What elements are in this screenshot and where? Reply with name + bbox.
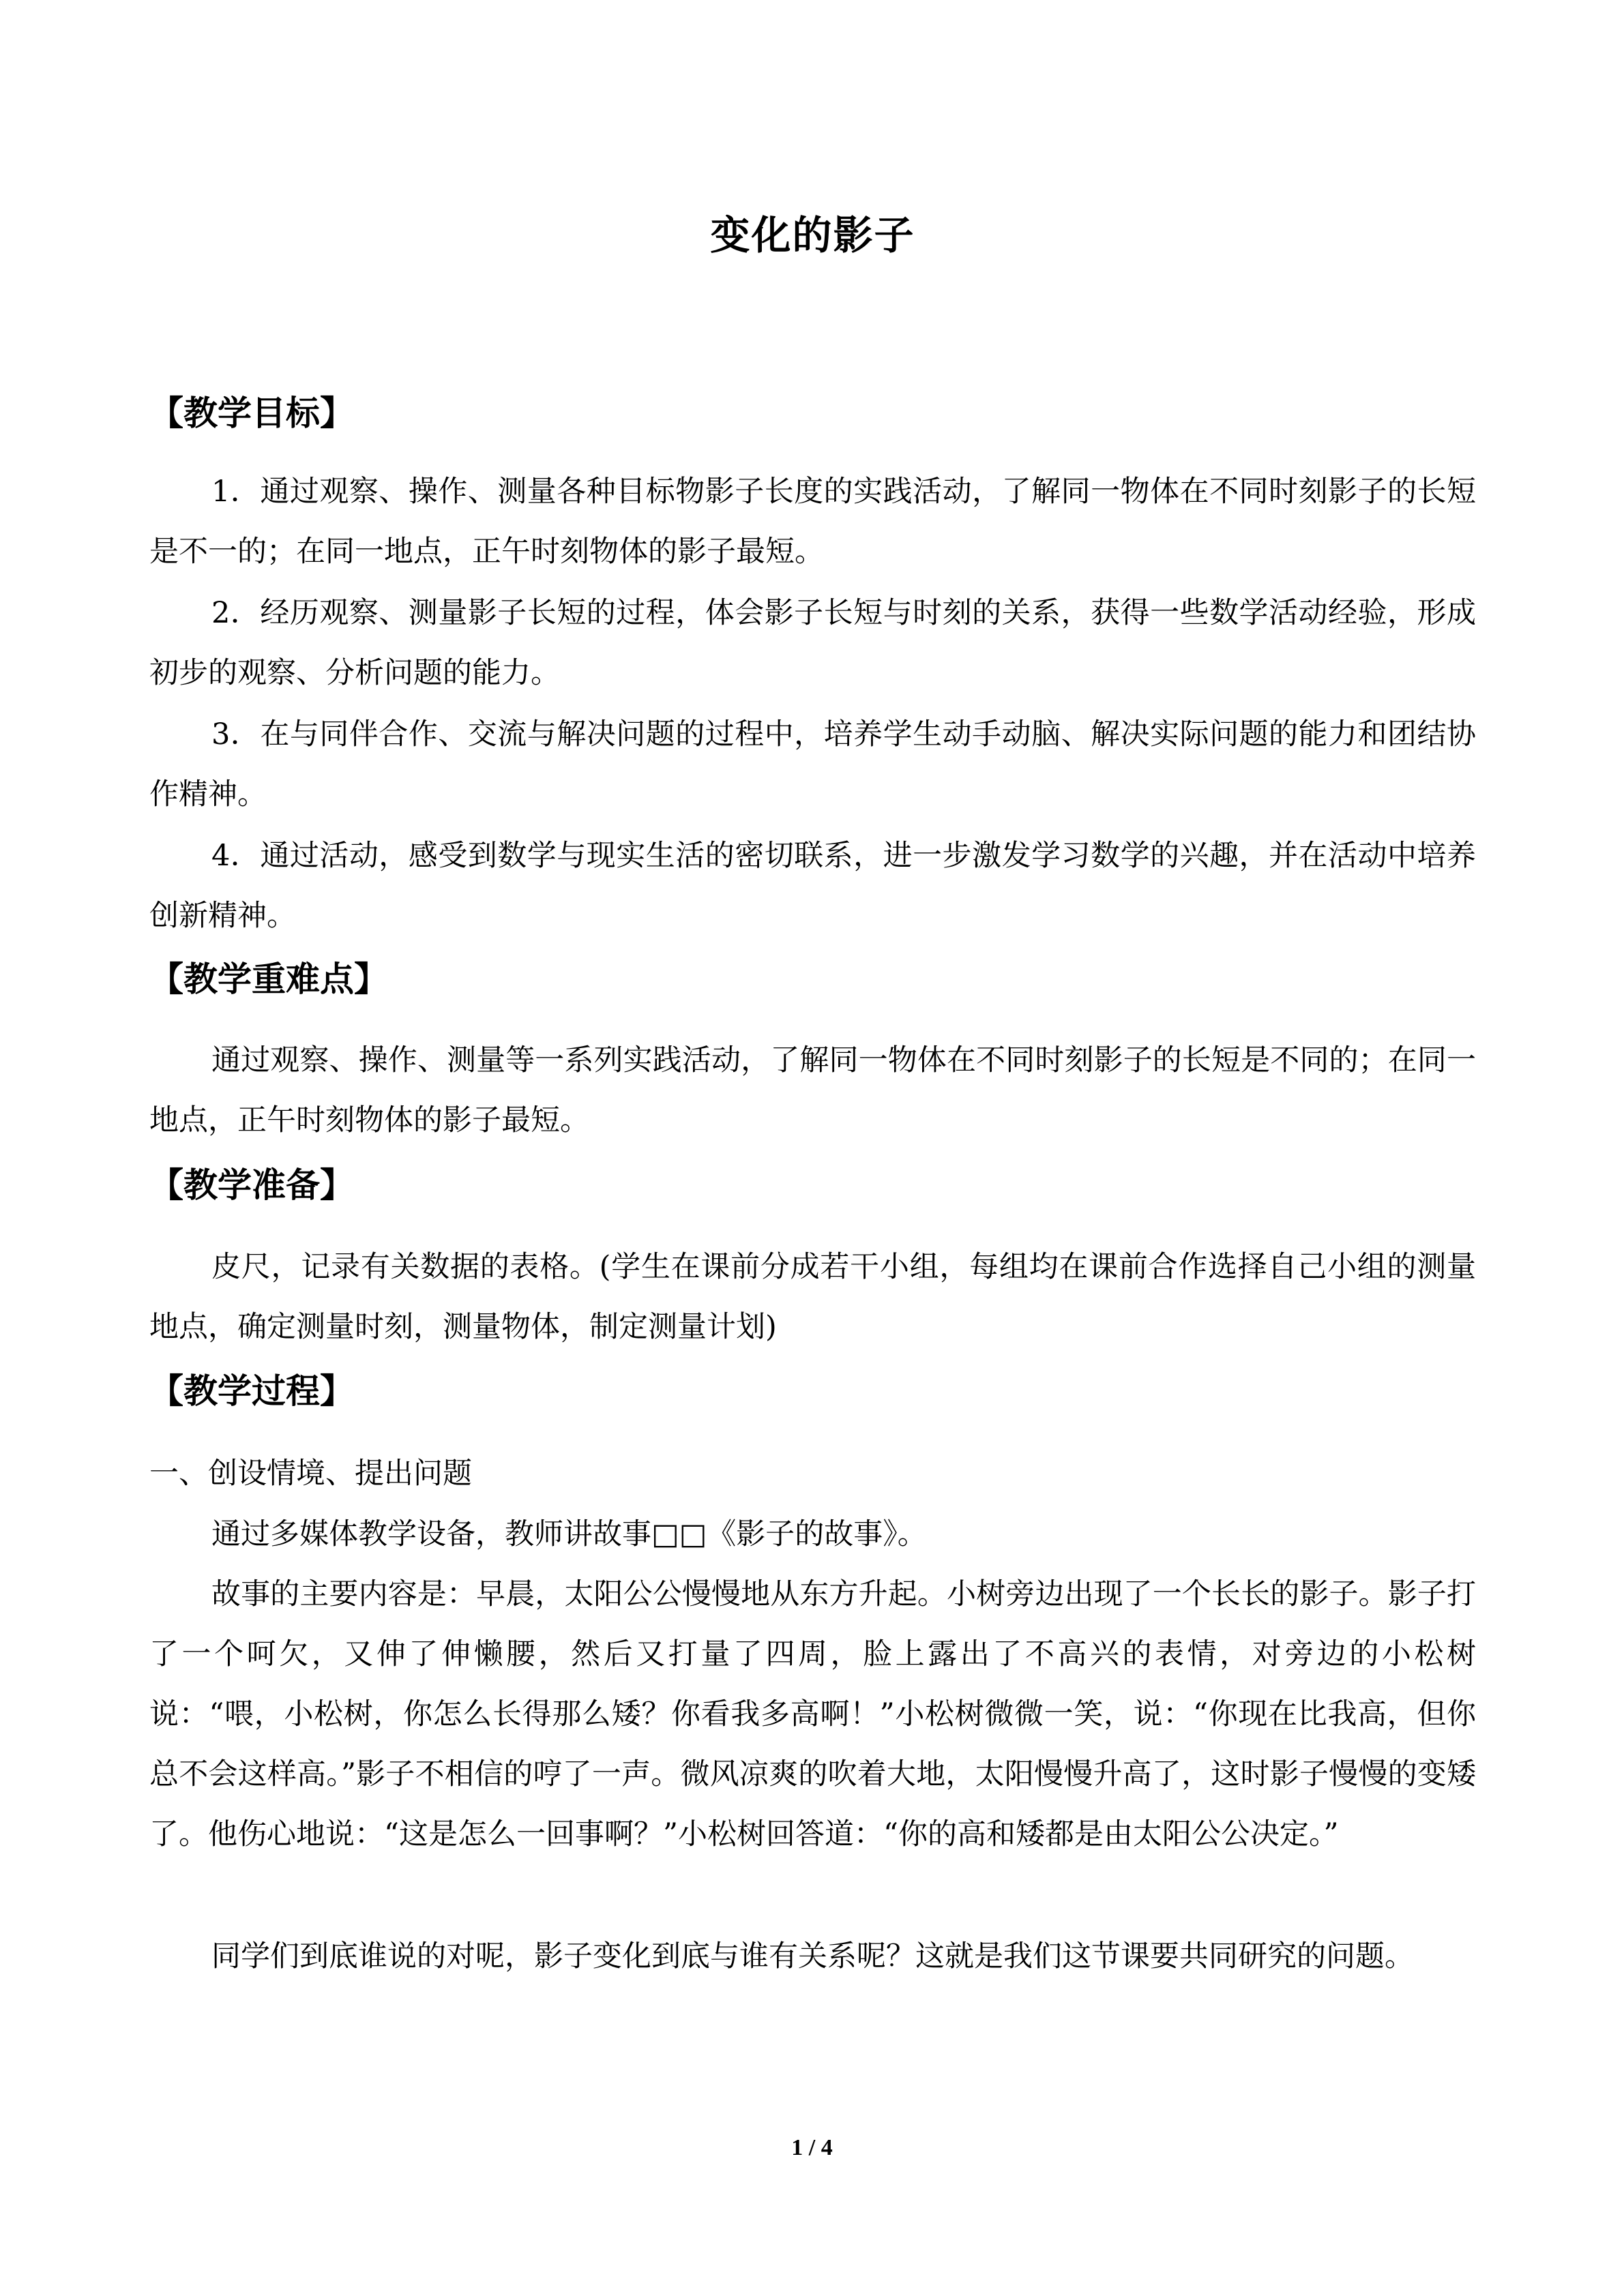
key-points-heading: 【教学重难点】 xyxy=(149,959,388,999)
preparation-heading: 【教学准备】 xyxy=(149,1165,354,1205)
process-paragraph-1: 通过多媒体教学设备，教师讲故事□□《影子的故事》。 xyxy=(211,1517,927,1551)
objective-item-2: 2．经历观察、测量影子长短的过程，体会影子长短与时刻的关系，获得一些数学活动经验，形成初步的观察、分析问题的能力。 xyxy=(149,596,1476,690)
preparation-text: 皮尺，记录有关数据的表格。(学生在课前分成若干小组，每组均在课前合作选择自己小组的测量地点，确定测量时刻，测量物体，制定测量计划) xyxy=(149,1250,1476,1344)
document-title: 变化的影子 xyxy=(710,212,915,258)
process-heading: 【教学过程】 xyxy=(149,1371,354,1411)
step1-title: 一、创设情境、提出问题 xyxy=(149,1457,472,1491)
process-paragraph-2: 故事的主要内容是：早晨，太阳公公慢慢地从东方升起。小树旁边出现了一个长长的影子。影子打了一个呵欠，又伸了伸懒腰，然后又打量了四周，脸上露出了不高兴的表情，对旁边的小松树说：“喂，小松树，你怎么长得那么矮？你看我多高啊！”小松树微微一笑，说：“你现在比我高，但你总不会这样高。”影子不相信的哼了一声。微风凉爽的吹着大地，太阳慢慢升高了，这时影子慢慢的变矮了。他伤心地说：“这是怎么一回事啊？”小松树回答道：“你的高和矮都是由太阳公公决定。” xyxy=(149,1577,1476,1851)
objective-item-1: 1．通过观察、操作、测量各种目标物影子长度的实践活动，了解同一物体在不同时刻影子的长短是不一的；在同一地点，正午时刻物体的影子最短。 xyxy=(149,475,1476,569)
objective-item-3: 3．在与同伴合作、交流与解决问题的过程中，培养学生动手动脑、解决实际问题的能力和团结协作精神。 xyxy=(149,717,1476,811)
key-points-text: 通过观察、操作、测量等一系列实践活动，了解同一物体在不同时刻影子的长短是不同的；在同一地点，正午时刻物体的影子最短。 xyxy=(149,1043,1476,1137)
process-paragraph-3: 同学们到底谁说的对呢，影子变化到底与谁有关系呢？这就是我们这节课要共同研究的问题。 xyxy=(211,1939,1414,1973)
page-number: 1 / 4 xyxy=(791,2135,833,2160)
objectives-heading: 【教学目标】 xyxy=(149,393,354,433)
objective-item-4: 4．通过活动，感受到数学与现实生活的密切联系，进一步激发学习数学的兴趣，并在活动中培养创新精神。 xyxy=(149,839,1476,933)
